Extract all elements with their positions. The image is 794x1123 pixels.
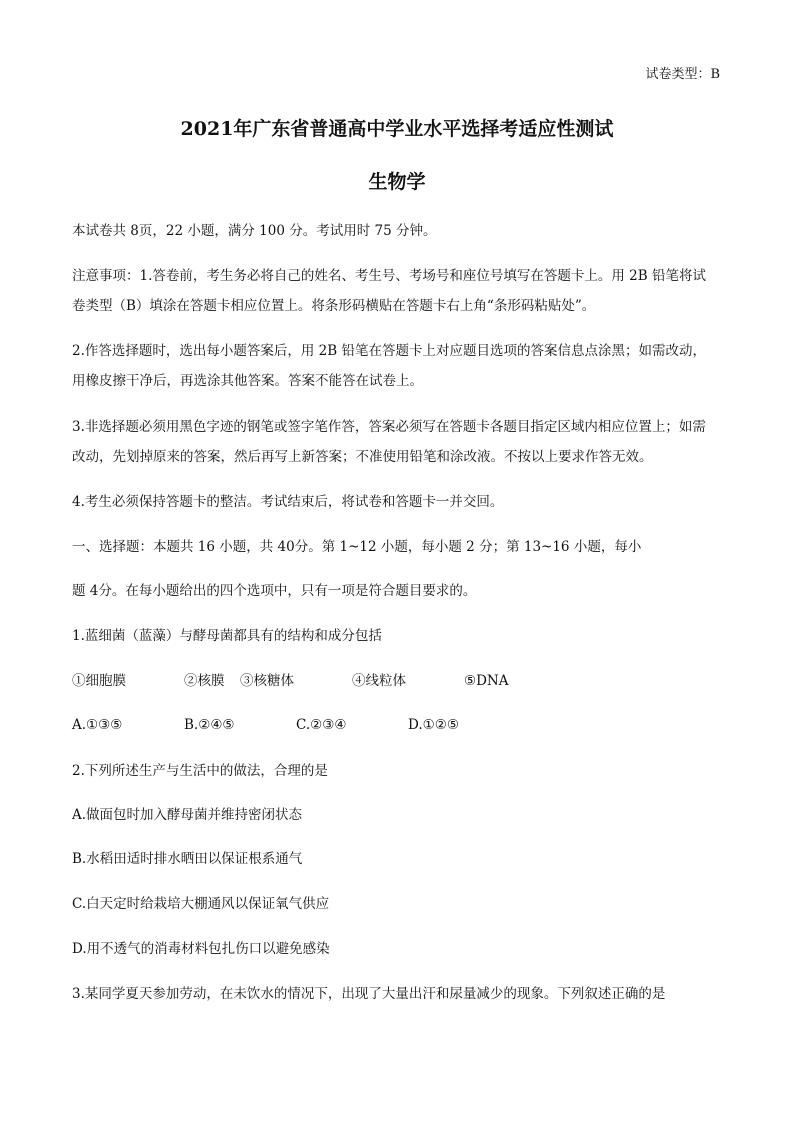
section-1-heading-line-1: 一、选择题：本题共 16 小题，共 40分。第 1~12 小题，每小题 2 分；第 13~16 小题，每小 [72,539,642,555]
note-2-line-2: 用橡皮擦干净后，再选涂其他答案。答案不能答在试卷上。 [72,373,423,389]
q2-option-c: C.白天定时给栽培大棚通风以保证氧气供应 [72,896,330,912]
q2-option-d: D.用不透气的消毒材料包扎伤口以避免感染 [72,941,330,957]
note-4: 4.考生必须保持答题卡的整洁。考试结束后，将试卷和答题卡一并交回。 [72,494,504,510]
q1-item-2: ②核膜 [184,673,225,689]
q1-item-4: ④线粒体 [352,673,406,689]
q1-option-d: D.①②⑤ [408,717,459,733]
q1-item-3: ③核糖体 [240,673,294,689]
q1-option-b: B.②④⑤ [184,717,235,733]
note-2-line-1: 2.作答选择题时，选出每小题答案后，用 2B 铅笔在答题卡上对应题目选项的答案信息点涂黑；如需改动， [72,343,706,359]
q2-option-b: B.水稻田适时排水晒田以保证根系通气 [72,851,303,867]
note-3-line-1: 3.非选择题必须用黑色字迹的钢笔或签字笔作答，答案必须写在答题卡各题目指定区域内相应位置上；如需 [72,419,706,435]
section-1-heading-line-2: 题 4分。在每小题给出的四个选项中，只有一项是符合题目要求的。 [72,583,477,599]
q1-option-c: C.②③④ [296,717,347,733]
q1-item-1: ①细胞膜 [72,673,126,689]
exam-title: 2021年广东省普通高中学业水平选择考适应性测试 [180,118,614,140]
question-2-stem: 2.下列所述生产与生活中的做法，合理的是 [72,763,328,779]
paper-type-label: 试卷类型：B [645,67,720,82]
exam-intro: 本试卷共 8页，22 小题，满分 100 分。考试用时 75 分钟。 [72,223,437,239]
note-1-line-1: 注意事项：1.答卷前，考生务必将自己的姓名、考生号、考场号和座位号填写在答题卡上。用 2B 铅笔将试 [72,268,706,284]
question-3-stem: 3.某同学夏天参加劳动，在未饮水的情况下，出现了大量出汗和尿量减少的现象。下列叙述正确的是 [72,986,666,1002]
q1-item-5: ⑤DNA [464,673,509,689]
note-1-line-2: 卷类型（B）填涂在答题卡相应位置上。将条形码横贴在答题卡右上角“条形码粘贴处”。 [72,298,596,314]
q1-option-a: A.①③⑤ [72,717,123,733]
q2-option-a: A.做面包时加入酵母菌并维持密闭状态 [72,807,303,823]
question-1-stem: 1.蓝细菌（蓝藻）与酵母菌都具有的结构和成分包括 [72,628,382,644]
subject-title: 生物学 [368,171,426,193]
note-3-line-2: 改动，先划掉原来的答案，然后再写上新答案；不准使用铅笔和涂改液。不按以上要求作答无效。 [72,449,653,465]
